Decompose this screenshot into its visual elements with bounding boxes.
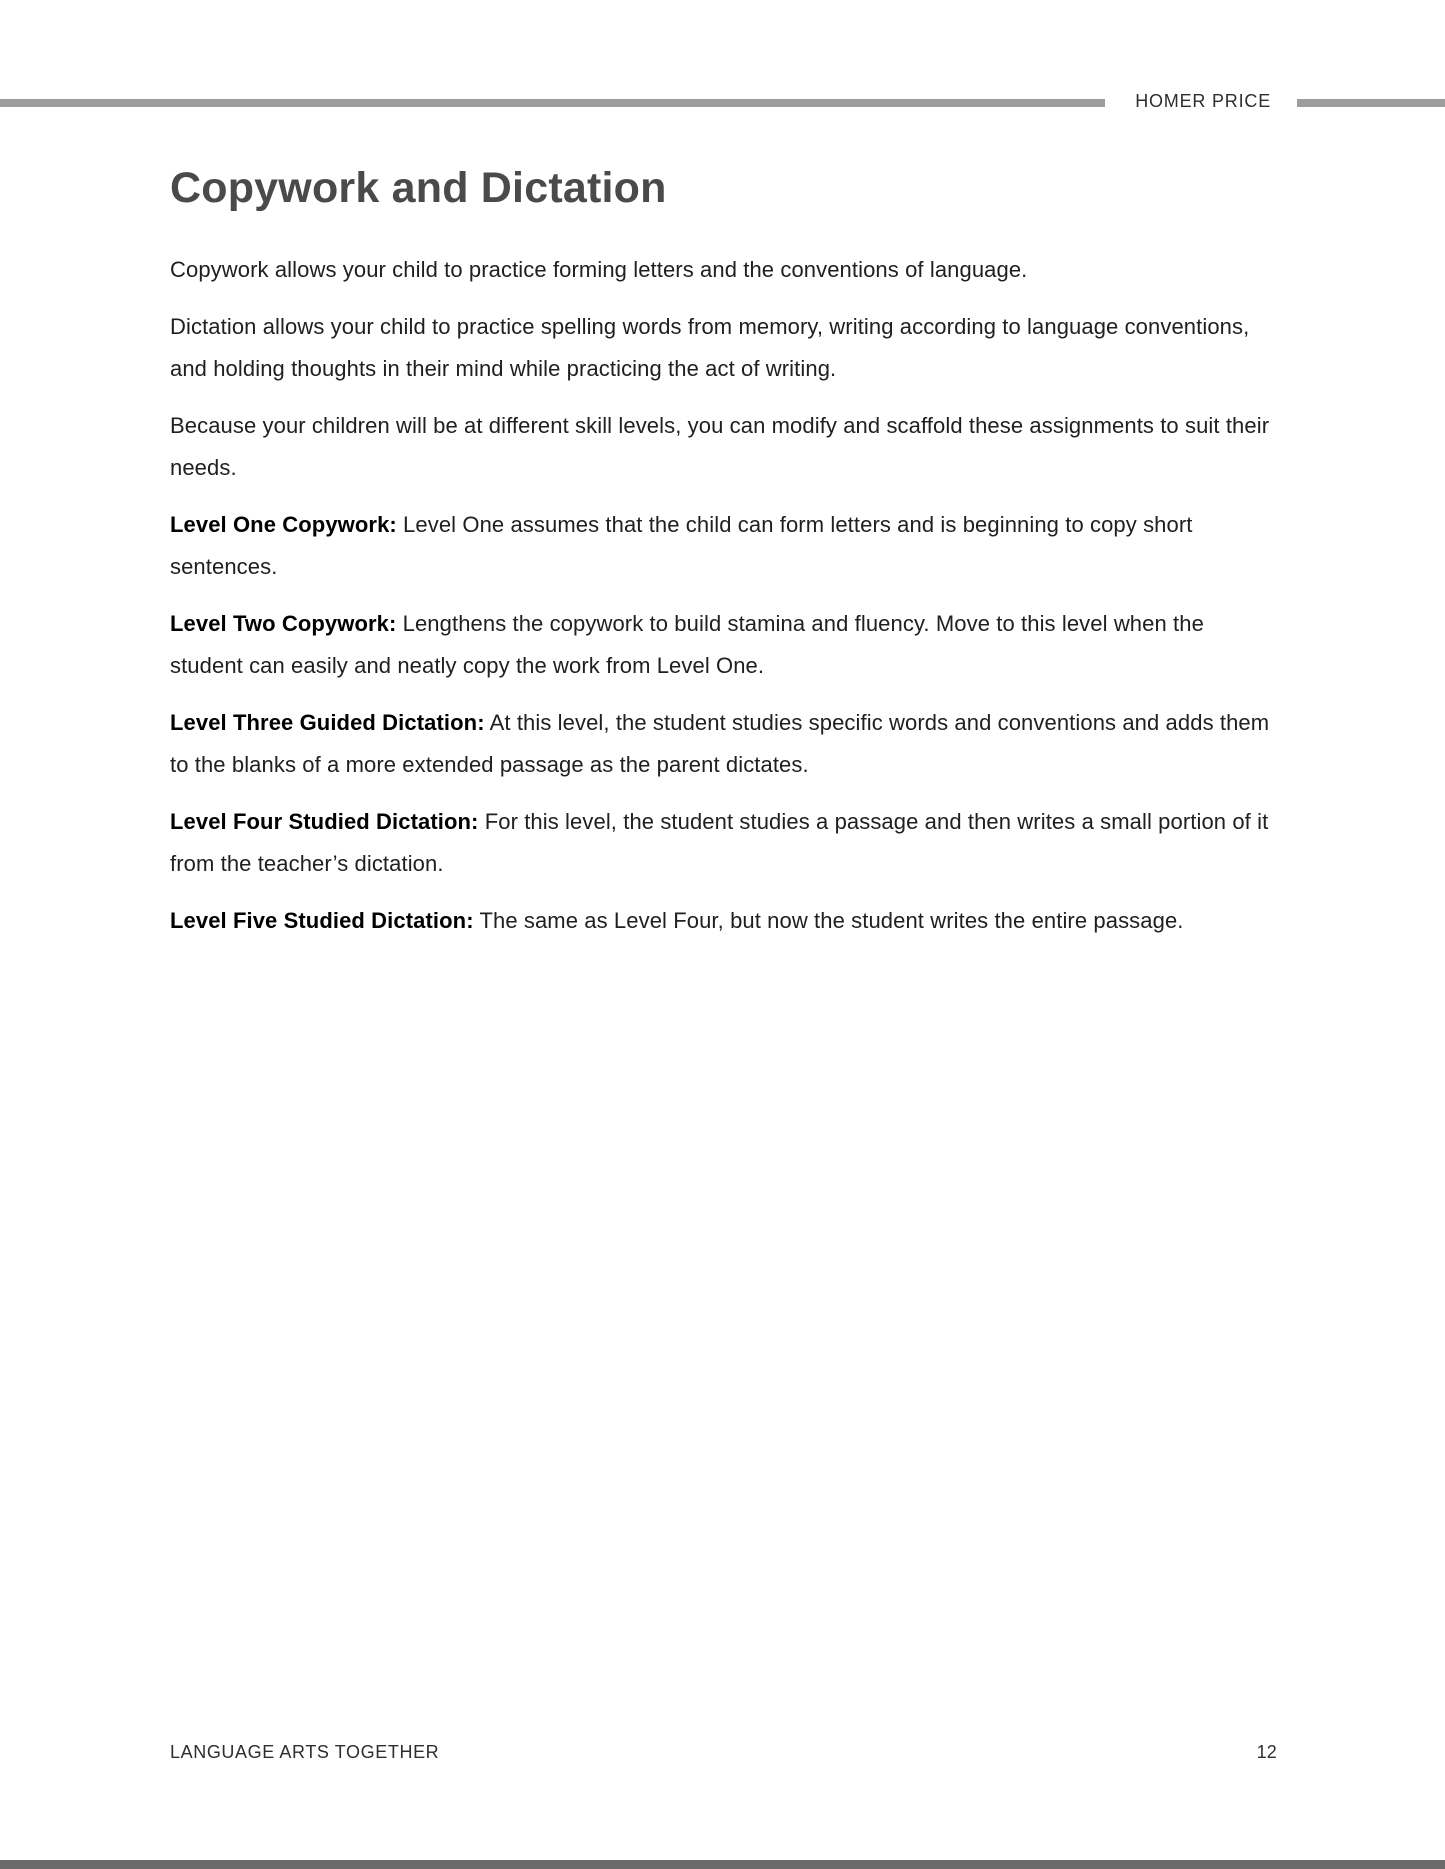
level-paragraph: [170, 504, 1277, 588]
level-description: Level One assumes that the child can form letters and is beginning to copy short sentences.: [170, 512, 1193, 580]
level-paragraph: [170, 603, 1277, 687]
intro-paragraph: Copywork allows your child to practice forming letters and the conventions of language.: [170, 257, 1028, 283]
level-paragraph: [170, 900, 1277, 942]
level-label: Level Two Copywork:: [170, 611, 397, 637]
level-label: Level One Copywork:: [170, 512, 397, 538]
header-rule: [0, 92, 1445, 113]
level-paragraph: [170, 801, 1277, 885]
bottom-edge-bar: [0, 1860, 1445, 1869]
header-rule-right-segment: [1297, 99, 1445, 107]
page-footer: [170, 1742, 1277, 1763]
level-description: For this level, the student studies a passage and then writes a small portion of it from the teacher’s dictation.: [170, 809, 1269, 877]
level-description: The same as Level Four, but now the student writes the entire passage.: [473, 908, 1184, 934]
level-label: Level Four Studied Dictation:: [170, 809, 479, 835]
running-header-title: HOMER PRICE: [1135, 91, 1271, 111]
footer-book-title: LANGUAGE ARTS TOGETHER: [170, 1742, 440, 1762]
level-paragraph: [170, 702, 1277, 786]
intro-paragraph: Dictation allows your child to practice spelling words from memory, writing according to language conventions, and holding thoughts in their mind while practicing the act of writing.: [170, 314, 1250, 382]
level-description: Lengthens the copywork to build stamina and fluency. Move to this level when the student can easily and neatly copy the work from Level One.: [170, 611, 1204, 679]
level-description: At this level, the student studies specific words and conventions and adds them to the blanks of a more extended passage as the parent dictates.: [170, 710, 1270, 778]
level-label: Level Five Studied Dictation:: [170, 908, 474, 934]
page-content: [170, 166, 1277, 957]
header-rule-left-segment: [0, 99, 1105, 107]
level-label: Level Three Guided Dictation:: [170, 710, 485, 736]
page-title: Copywork and Dictation: [170, 164, 667, 212]
intro-paragraph: Because your children will be at different skill levels, you can modify and scaffold these assignments to suit their needs.: [170, 413, 1270, 481]
footer-page-number: 12: [1256, 1742, 1277, 1762]
